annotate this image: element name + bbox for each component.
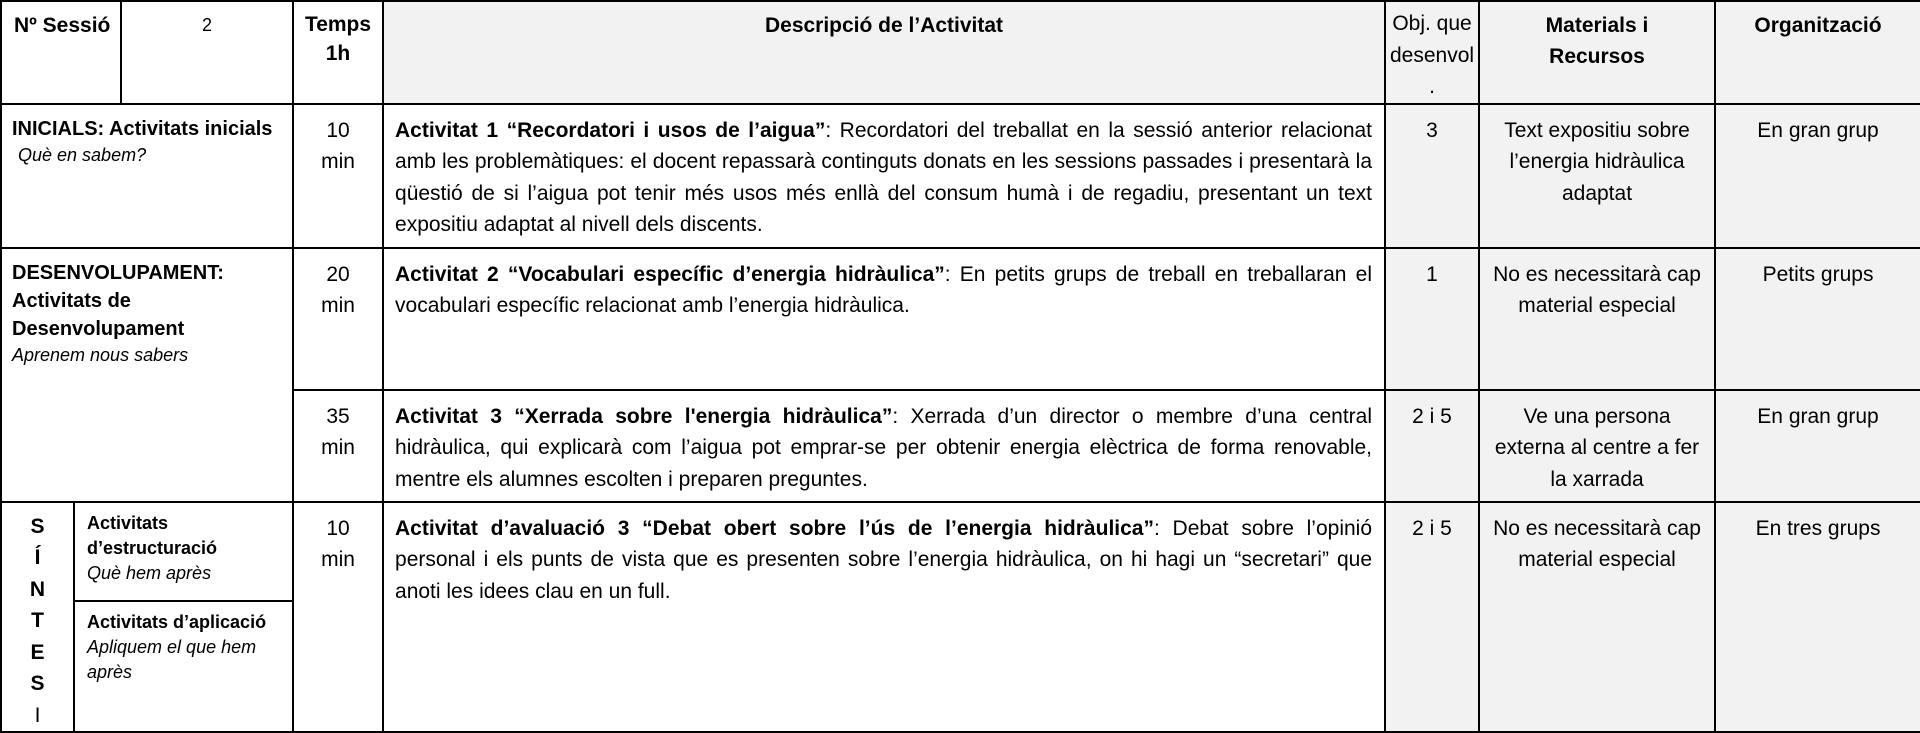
- activity-2-title: Activitat 2 “Vocabulari específic d’energia hidràulica”: [395, 262, 945, 286]
- phase-desenvolupament-title-line1: DESENVOLUPAMENT:: [12, 261, 224, 284]
- activity-2-organization: [1715, 248, 1920, 390]
- activity-2-time-value: 20: [326, 262, 350, 286]
- description-header-text: Descripció de l’Activitat: [764, 14, 1004, 37]
- phase-desenvolupament: [1, 248, 293, 502]
- activity-2-objectives: [1385, 248, 1479, 390]
- activity-3-organization-text: En gran grup: [1757, 404, 1879, 428]
- activity-2-organization-text: Petits grups: [1762, 262, 1874, 286]
- activity-3-text: : Xerrada d’un director o membre d’una central hidràulica, qui explicarà com l’aigua pot emprar-se per obtenir energia elèctrica de forma renovable, mentre els alumnes escolten i preparen preguntes.: [395, 404, 1373, 491]
- activity-4-description: [383, 502, 1385, 733]
- objectives-header-line3: .: [1429, 75, 1435, 98]
- activity-4-time-unit: min: [321, 548, 355, 571]
- aplicacio-subtitle: Apliquem el que hem après: [87, 637, 257, 683]
- phase-sintesi-aplicacio: [74, 601, 293, 732]
- table-row: [1, 248, 1920, 390]
- session-label-text: Nº Sessió: [14, 14, 111, 37]
- activity-4-text: : Debat sobre l’opinió personal i els punts de vista que es presenten sobre l’energia hidràulica, on hi hagi un “secretari” que anoti les idees clau en un full.: [395, 516, 1373, 603]
- activity-1-organization-text: En gran grup: [1757, 118, 1879, 142]
- objectives-header-line2: desenvol: [1389, 43, 1475, 67]
- activity-3-organization: [1715, 390, 1920, 502]
- materials-header-line1: Materials i: [1545, 14, 1649, 37]
- activity-1-time-value: 10: [326, 118, 350, 142]
- objectives-header: [1385, 1, 1479, 104]
- activity-2-text: : En petits grups de treball en treballaran el vocabulari específic relacionat amb l’energia hidràulica.: [395, 262, 1373, 317]
- materials-header-line2: Recursos: [1549, 45, 1645, 68]
- phase-sintesi-estructuracio: [74, 502, 293, 602]
- table-row: [1, 104, 1920, 248]
- activity-1-time: [293, 104, 383, 248]
- activity-3-title: Activitat 3 “Xerrada sobre l'energia hidràulica”: [395, 404, 893, 428]
- phase-inicials-title: INICIALS: Activitats inicials: [12, 117, 273, 140]
- sintesi-letter: T: [31, 609, 44, 632]
- estructuracio-title: Activitats d’estructuració: [87, 512, 218, 558]
- activity-1-title: Activitat 1 “Recordatori i usos de l’aigua”: [395, 118, 826, 142]
- materials-header: [1479, 1, 1715, 104]
- objectives-header-line1: Obj. que: [1392, 12, 1472, 35]
- activity-1-description: [383, 104, 1385, 248]
- organization-header-text: Organització: [1754, 14, 1882, 37]
- sintesi-letter: S: [30, 514, 45, 538]
- activity-4-organization-text: En tres grups: [1755, 516, 1881, 540]
- time-header-line1: Temps: [304, 13, 372, 36]
- phase-sintesi-vertical: [1, 502, 74, 733]
- activity-3-materials-text: Ve una persona externa al centre a fer la xarrada: [1494, 404, 1700, 491]
- activity-1-time-unit: min: [321, 150, 355, 173]
- phase-inicials-subtitle: Què en sabem?: [18, 144, 147, 165]
- phase-desenvolupament-title-line3: Desenvolupament: [12, 317, 185, 340]
- time-header: [293, 1, 383, 104]
- sintesi-letter: S: [30, 672, 45, 695]
- time-header-line2: 1h: [325, 42, 351, 65]
- sintesi-letter: E: [30, 640, 45, 664]
- activity-2-materials: [1479, 248, 1715, 390]
- activity-3-objectives: [1385, 390, 1479, 502]
- activity-4-organization: [1715, 502, 1920, 733]
- activity-1-objectives: [1385, 104, 1479, 248]
- session-label: [1, 1, 121, 104]
- activity-1-materials-text: Text expositiu sobre l’energia hidràulica adaptat: [1504, 118, 1690, 205]
- activity-4-time-value: 10: [326, 516, 350, 540]
- phase-desenvolupament-title-line2: Activitats de: [12, 289, 131, 312]
- session-number: [121, 1, 293, 104]
- activity-1-materials: [1479, 104, 1715, 248]
- sintesi-letter: N: [29, 577, 46, 601]
- activity-1-text: : Recordatori del treballat en la sessió anterior relacionat amb les problemàtiques: el docent repassarà continguts donats en les sessions passades i presentarà la qüestió de si l’aigua pot tenir més usos més enllà del consum humà i de regadiu, presentant un text expositiu adaptat al nivell dels discents.: [395, 118, 1373, 236]
- activity-3-materials: [1479, 390, 1715, 502]
- activity-4-objectives-text: 2 i 5: [1412, 516, 1452, 540]
- activity-3-time: [293, 390, 383, 502]
- activity-4-materials: [1479, 502, 1715, 733]
- activity-4-objectives: [1385, 502, 1479, 733]
- activity-4-time: [293, 502, 383, 733]
- phase-inicials: [1, 104, 293, 248]
- description-header: [383, 1, 1385, 104]
- activity-2-time: [293, 248, 383, 390]
- sintesi-letter: Í: [34, 546, 41, 569]
- activity-3-description: [383, 390, 1385, 502]
- activity-3-time-value: 35: [326, 404, 350, 428]
- session-number-text: 2: [202, 15, 213, 35]
- activity-4-title: Activitat d’avaluació 3 “Debat obert sobre l’ús de l’energia hidràulica”: [395, 516, 1154, 540]
- sintesi-letter: I: [34, 703, 41, 727]
- estructuracio-subtitle: Què hem après: [87, 562, 212, 583]
- activity-1-objectives-text: 3: [1426, 118, 1438, 142]
- activity-4-materials-text: No es necessitarà cap material especial: [1493, 516, 1701, 571]
- activity-1-organization: [1715, 104, 1920, 248]
- table-row: [1, 502, 1920, 602]
- activity-2-objectives-text: 1: [1426, 262, 1438, 286]
- activity-2-description: [383, 248, 1385, 390]
- activity-2-time-unit: min: [321, 294, 355, 317]
- activity-3-objectives-text: 2 i 5: [1412, 404, 1452, 428]
- activity-2-materials-text: No es necessitarà cap material especial: [1493, 262, 1701, 317]
- header-row: [1, 1, 1920, 104]
- phase-desenvolupament-subtitle: Aprenem nous sabers: [12, 344, 189, 365]
- organization-header: [1715, 1, 1920, 104]
- aplicacio-title: Activitats d’aplicació: [87, 612, 267, 633]
- activity-3-time-unit: min: [321, 436, 355, 459]
